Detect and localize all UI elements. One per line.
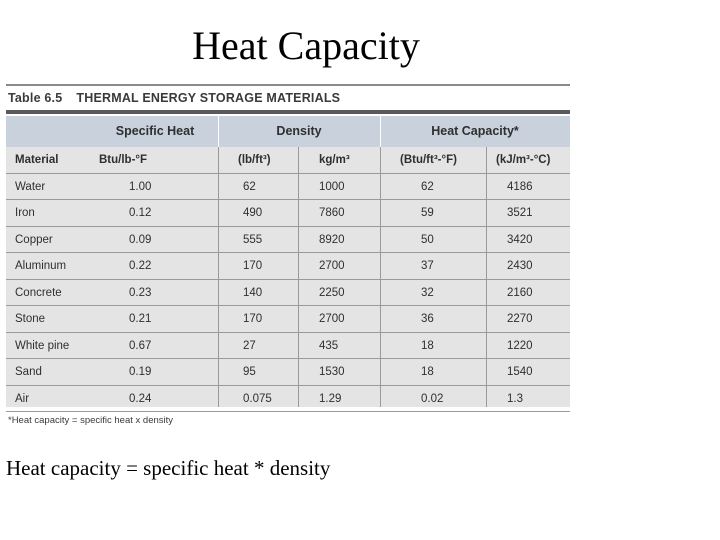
cell-density-metric: 435 <box>319 339 339 352</box>
cell-density-imperial: 555 <box>243 233 263 246</box>
cell-heat-capacity-metric: 1220 <box>507 339 533 352</box>
thermal-storage-table <box>6 82 570 438</box>
cell-specific-heat: 0.21 <box>129 313 152 325</box>
cell-heat-capacity-metric: 4186 <box>507 180 533 193</box>
cell-density-imperial: 0.075 <box>243 392 272 405</box>
cell-density-metric: 1.29 <box>319 392 342 405</box>
cell-specific-heat: 0.09 <box>129 233 152 246</box>
cell-density-imperial: 140 <box>243 286 263 299</box>
cell-density-metric: 1000 <box>319 180 345 193</box>
col-header-density-metric: kg/m³ <box>319 154 350 166</box>
cell-specific-heat: 1.00 <box>129 180 152 193</box>
cell-heat-capacity-metric: 1.3 <box>507 392 523 405</box>
cell-density-imperial: 490 <box>243 207 263 219</box>
cell-material: White pine <box>15 339 70 352</box>
cell-heat-capacity-imperial: 59 <box>421 207 434 219</box>
cell-density-metric: 8920 <box>319 233 345 246</box>
cell-heat-capacity-metric: 3521 <box>507 207 533 219</box>
cell-density-metric: 2700 <box>319 313 345 325</box>
cell-heat-capacity-imperial: 36 <box>421 313 434 325</box>
col-header-density-imperial: (lb/ft³) <box>238 154 271 166</box>
cell-heat-capacity-imperial: 50 <box>421 233 434 246</box>
cell-heat-capacity-imperial: 37 <box>421 260 434 272</box>
table-title: THERMAL ENERGY STORAGE MATERIALS <box>76 91 341 105</box>
cell-heat-capacity-metric: 3420 <box>507 233 533 246</box>
group-header-band <box>6 116 570 147</box>
cell-heat-capacity-imperial: 62 <box>421 180 434 193</box>
cell-specific-heat: 0.24 <box>129 392 152 405</box>
table-number: Table 6.5 <box>8 91 63 105</box>
cell-material: Iron <box>15 207 35 219</box>
column-divider <box>218 147 219 407</box>
cell-density-metric: 2700 <box>319 260 345 272</box>
cell-material: Air <box>15 392 30 405</box>
cell-heat-capacity-metric: 2270 <box>507 313 533 325</box>
top-rule <box>6 84 570 86</box>
caption-rule <box>6 110 570 114</box>
col-header-material: Material <box>15 154 59 166</box>
group-density: Density <box>276 124 322 138</box>
cell-specific-heat: 0.19 <box>129 366 152 378</box>
cell-material: Aluminum <box>15 260 67 272</box>
cell-density-imperial: 170 <box>243 260 263 272</box>
cell-density-imperial: 27 <box>243 339 256 352</box>
cell-density-metric: 2250 <box>319 286 345 299</box>
cell-heat-capacity-imperial: 32 <box>421 286 434 299</box>
cell-material: Sand <box>15 366 42 378</box>
table-footnote: *Heat capacity = specific heat x density <box>8 415 174 426</box>
cell-density-imperial: 170 <box>243 313 263 325</box>
cell-material: Concrete <box>15 286 62 299</box>
formula-text: Heat capacity = specific heat * density <box>6 456 331 480</box>
cell-specific-heat: 0.22 <box>129 260 152 272</box>
cell-heat-capacity-imperial: 18 <box>421 366 434 378</box>
group-specific-heat: Specific Heat <box>115 124 195 138</box>
column-divider <box>380 147 381 407</box>
cell-material: Stone <box>15 313 46 325</box>
cell-material: Water <box>15 180 46 193</box>
group-heat-capacity: Heat Capacity* <box>431 124 519 138</box>
cell-density-imperial: 62 <box>243 180 256 193</box>
table-caption <box>8 91 340 105</box>
cell-specific-heat: 0.12 <box>129 207 152 219</box>
col-header-heat-capacity-imperial: (Btu/ft³-°F) <box>400 154 457 166</box>
cell-density-metric: 7860 <box>319 207 345 219</box>
col-header-heat-capacity-metric: (kJ/m³-°C) <box>496 154 551 166</box>
cell-heat-capacity-metric: 2160 <box>507 286 533 299</box>
column-divider <box>298 147 299 407</box>
cell-heat-capacity-imperial: 18 <box>421 339 434 352</box>
column-divider <box>486 147 487 407</box>
slide-title: Heat Capacity <box>192 23 420 68</box>
cell-heat-capacity-metric: 2430 <box>507 260 533 272</box>
cell-density-metric: 1530 <box>319 366 345 378</box>
col-header-specific-heat: Btu/lb-°F <box>99 154 148 166</box>
cell-material: Copper <box>15 233 53 246</box>
cell-density-imperial: 95 <box>243 366 256 378</box>
cell-specific-heat: 0.23 <box>129 286 152 299</box>
cell-heat-capacity-imperial: 0.02 <box>421 392 444 405</box>
cell-heat-capacity-metric: 1540 <box>507 366 533 378</box>
cell-specific-heat: 0.67 <box>129 339 152 352</box>
